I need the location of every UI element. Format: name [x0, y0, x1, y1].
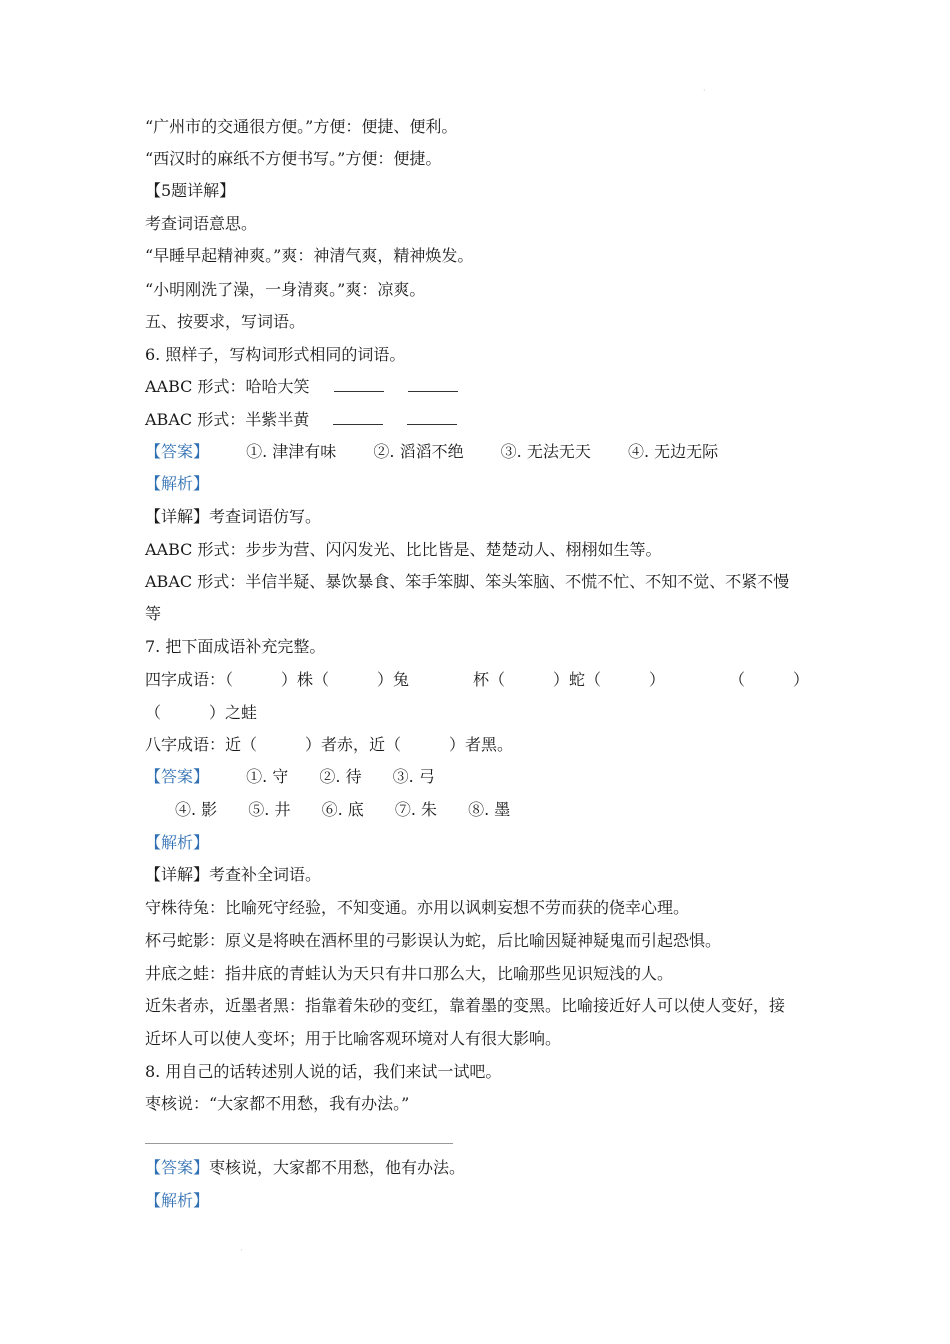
aabc-prompt: AABC 形式：哈哈大笑 [145, 377, 310, 396]
question-6-answer-row [145, 442, 810, 462]
text-line: AABC 形式：步步为营、闪闪发光、比比皆是、楚楚动人、栩栩如生等。 [145, 540, 662, 559]
question-8-title: 8. 用自己的话转述别人说的话，我们来试一试吧。 [145, 1062, 502, 1081]
question-7-eight-char-row: 八字成语：近（ ）者赤，近（ ）者黑。 [145, 735, 514, 754]
text-line: ABAC 形式：半信半疑、暴饮暴食、笨手笨脚、笨头笨脑、不慌不忙、不知不觉、不紧不慢 [145, 572, 790, 591]
question-7-title: 7. 把下面成语补充完整。 [145, 637, 326, 656]
answer-blank [407, 410, 457, 425]
text-line: 近坏人可以使人变坏；用于比喻客观环境对人有很大影响。 [145, 1029, 562, 1048]
question-7-four-char-row: 四字成语：（ ）株（ ）兔 杯（ ）蛇（ ） （ ） [145, 670, 810, 689]
answer-item: ④. 影 [175, 800, 218, 819]
analysis-tag: 【解析】 [145, 833, 210, 852]
answer-item: ③. 无法无天 [500, 442, 591, 461]
answer-item: ③. 弓 [392, 767, 435, 786]
text-line: 近朱者赤，近墨者黑：指靠着朱砂的变红，靠着墨的变黑。比喻接近好人可以使人变好，接 [145, 996, 786, 1015]
answer-item: ④. 无边无际 [627, 442, 719, 461]
answer-tag: 【答案】 [145, 1158, 210, 1177]
answer-item: ⑦. 朱 [394, 800, 438, 819]
question-7-answer-row [145, 767, 810, 787]
answer-text: 枣核说，大家都不用愁，他有办法。 [209, 1158, 466, 1177]
text-line: 考查词语意思。 [145, 214, 258, 233]
answer-item: ⑧. 墨 [468, 800, 511, 819]
text-line: 井底之蛙：指井底的青蛙认为天只有井口那么大，比喻那些见识短浅的人。 [145, 964, 674, 983]
answer-item: ⑥. 底 [321, 800, 364, 819]
text-line: “西汉时的麻纸不方便书写。”方便：便捷。 [145, 149, 442, 168]
section-heading: 【5题详解】 [145, 181, 236, 200]
question-7-four-char-row: （ ）之蛙 [145, 703, 258, 722]
question-6-abac-row [145, 410, 810, 430]
detail-line: 【详解】考查补全词语。 [145, 865, 322, 884]
text-line: “小明刚洗了澡，一身清爽。”爽：凉爽。 [145, 280, 426, 299]
question-8-answer-row [145, 1158, 810, 1178]
section-heading: 五、按要求，写词语。 [145, 312, 306, 331]
question-8-prompt: 枣核说：“大家都不用愁，我有办法。” [145, 1094, 410, 1113]
text-line: 杯弓蛇影：原义是将映在酒杯里的弓影误认为蛇，后比喻因疑神疑鬼而引起恐惧。 [145, 931, 722, 950]
question-6-title: 6. 照样子，写构词形式相同的词语。 [145, 345, 406, 364]
page-dot: · [240, 1246, 243, 1255]
answer-blank [408, 377, 458, 392]
text-line: “早睡早起精神爽。”爽：神清气爽，精神焕发。 [145, 246, 474, 265]
question-6-aabc-row [145, 377, 810, 397]
answer-item: ⑤. 井 [248, 800, 291, 819]
question-7-answer-row [175, 800, 810, 820]
answer-underline [145, 1143, 453, 1144]
answer-blank [333, 410, 383, 425]
page-dot: · [703, 86, 706, 95]
analysis-tag: 【解析】 [145, 1191, 210, 1210]
text-line: 等 [145, 604, 162, 623]
answer-item: ②. 待 [319, 767, 362, 786]
abac-prompt: ABAC 形式：半紫半黄 [145, 410, 310, 429]
text-line: “广州市的交通很方便。”方便：便捷、便利。 [145, 117, 458, 136]
answer-item: ①. 守 [246, 767, 289, 786]
answer-item: ①. 津津有味 [246, 442, 337, 461]
answer-tag: 【答案】 [145, 767, 210, 786]
text-line: 守株待兔：比喻死守经验，不知变通。亦用以讽刺妄想不劳而获的侥幸心理。 [145, 898, 690, 917]
answer-blank [334, 377, 384, 392]
answer-item: ②. 滔滔不绝 [373, 442, 464, 461]
detail-line: 【详解】考查词语仿写。 [145, 507, 322, 526]
analysis-tag: 【解析】 [145, 474, 210, 493]
answer-tag: 【答案】 [145, 442, 210, 461]
